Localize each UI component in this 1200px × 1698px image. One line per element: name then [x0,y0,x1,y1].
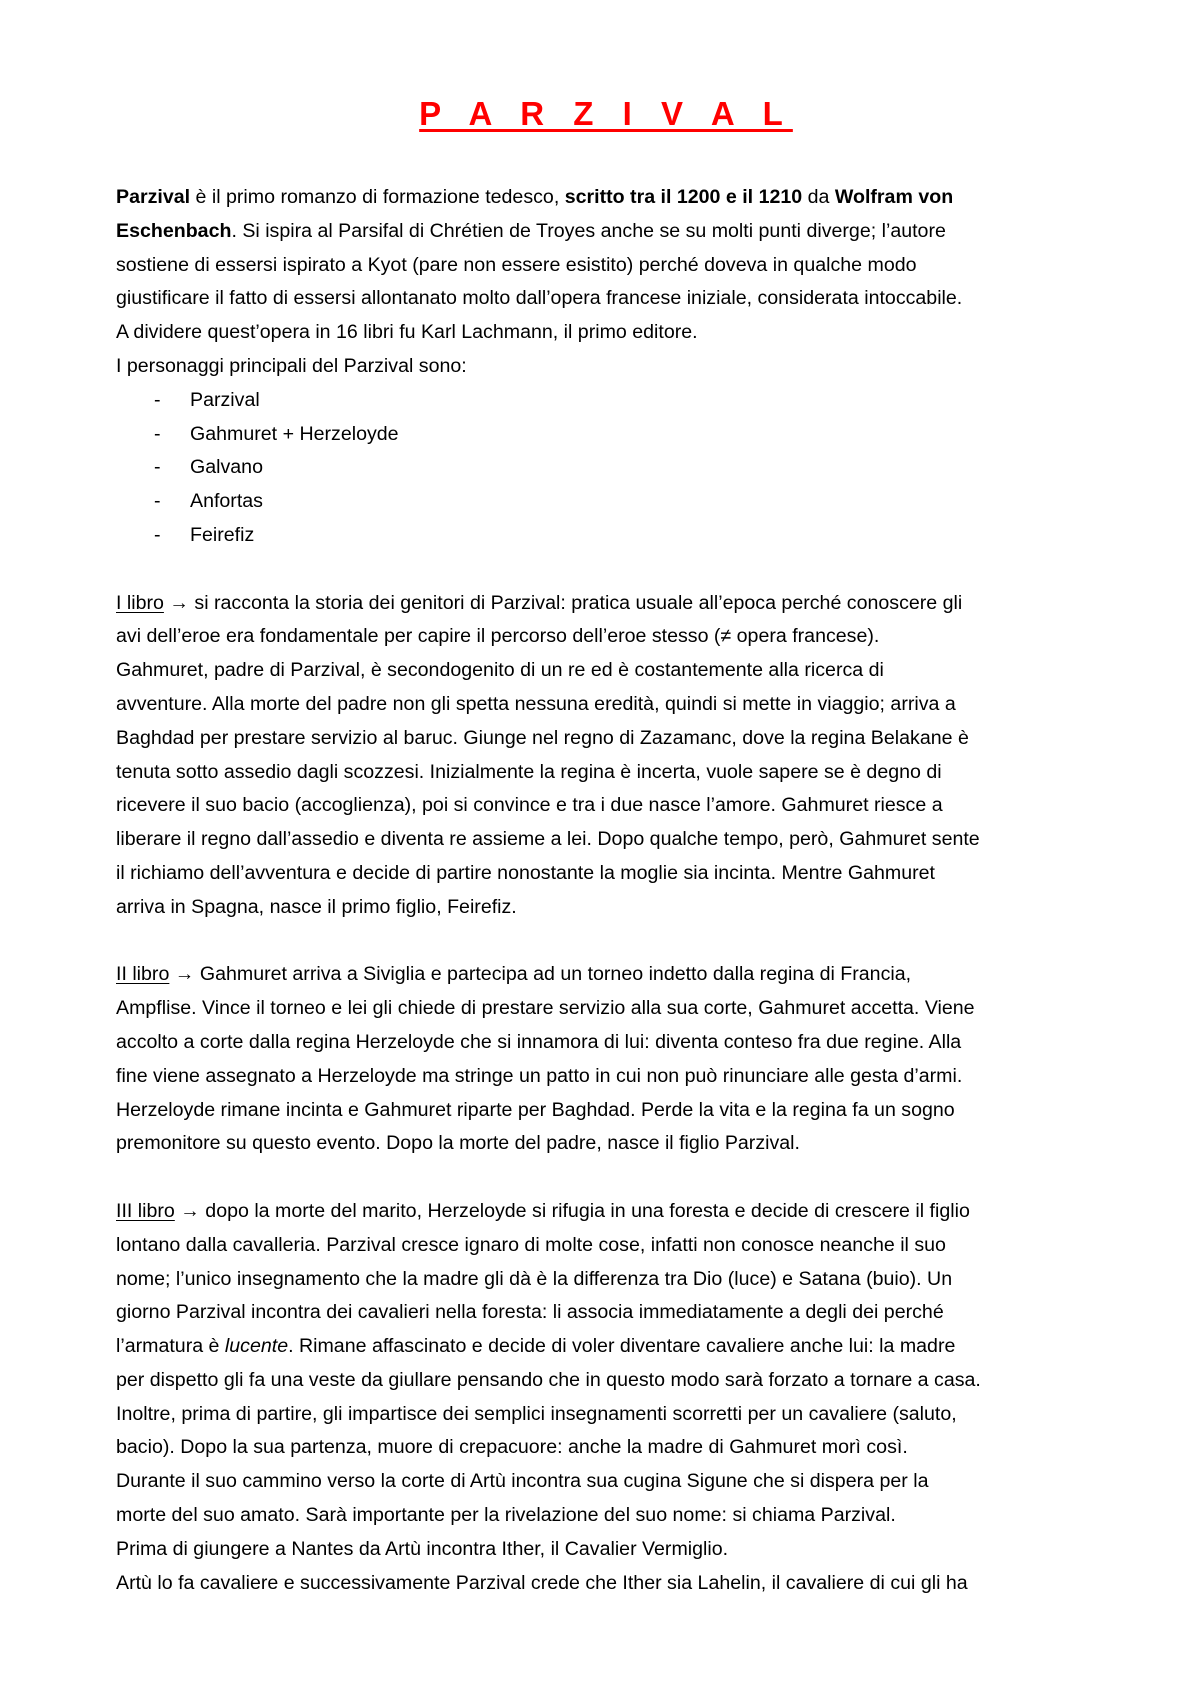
list-item-text: Parzival [190,388,260,411]
book3-line: bacio). Dopo la sua partenza, muore di crepacuore: anche la madre di Gahmuret morì così. [116,1436,908,1459]
document-body [116,181,1096,1600]
list-item [116,418,1096,452]
list-item [116,384,1096,418]
list-item [116,451,1096,485]
book1-line: ricevere il suo bacio (accoglienza), poi si convince e tra i due nasce l’amore. Gahmuret riesce a [116,794,943,817]
book3-line: per dispetto gli fa una veste da giullare pensando che in questo modo sarà forzato a tornare a casa. [116,1368,981,1391]
book3-line-1 [116,1195,1096,1229]
bullet-dash: - [154,456,161,479]
bullet-dash: - [154,422,161,445]
bullet-dash: - [154,490,161,513]
book1-line: avi dell’eroe era fondamentale per capire il percorso dell’eroe stesso (≠ opera francese). [116,625,880,648]
book3-text: l’armatura è [116,1335,225,1358]
book2-line: accolto a corte dalla regina Herzeloyde che si innamora di lui: diventa conteso fra due regine. Alla [116,1030,962,1053]
list-item-text: Feirefiz [190,523,255,546]
arrow-icon: → [174,1199,206,1222]
intro-line-6: I personaggi principali del Parzival sono: [116,354,467,377]
book1-line: Gahmuret, padre di Parzival, è secondogenito di un re ed è costantemente alla ricerca di [116,659,884,682]
book1-line: il richiamo dell’avventura e decide di partire nonostante la moglie sia incinta. Mentre Gahmuret [116,861,936,884]
book1-line: tenuta sotto assedio dagli scozzesi. Inizialmente la regina è incerta, vuole sapere se è degno di [116,760,942,783]
book3-line: Prima di giungere a Nantes da Artù incontra Ither, il Cavalier Vermiglio. [116,1537,729,1560]
arrow-icon: → [169,963,200,986]
book2-label: II libro [116,963,170,986]
book2-line: premonitore su questo evento. Dopo la morte del padre, nasce il figlio Parzival. [116,1132,800,1155]
intro-line-5: A dividere quest’opera in 16 libri fu Karl Lachmann, il primo editore. [116,321,698,344]
paragraph-gap [116,925,1096,959]
paragraph-gap [116,1161,1096,1195]
book1-label: I libro [116,591,164,614]
list-item-text: Gahmuret + Herzeloyde [190,422,399,445]
list-item [116,485,1096,519]
book3-line: lontano dalla cavalleria. Parzival cresce ignaro di molte cose, infatti non conosce neanche il suo [116,1233,946,1256]
intro-line-1 [116,181,1096,215]
list-item-text: Anfortas [190,490,263,513]
bold-parzival: Parzival [116,186,191,208]
book1-line: liberare il regno dall’assedio e diventa re assieme a lei. Dopo qualche tempo, però, Gahmuret sente [116,828,980,851]
book3-line: nome; l’unico insegnamento che la madre gli dà è la differenza tra Dio (luce) e Satana (buio). Un [116,1267,953,1290]
bold-author-surname: Eschenbach [116,219,232,242]
bold-author: Wolfram von [834,186,954,208]
book1-text: si racconta la storia dei genitori di Parzival: pratica usuale all’epoca perché conoscere gli [194,591,963,614]
list-item [116,519,1096,553]
paragraph-gap [116,553,1096,587]
bullet-dash: - [154,388,161,411]
book3-line: Inoltre, prima di partire, gli impartisce dei semplici insegnamenti scorretti per un cavaliere (saluto, [116,1402,957,1425]
book3-line: Durante il suo cammino verso la corte di Artù incontra sua cugina Sigune che si dispera per la [116,1470,929,1493]
book1-line: avventure. Alla morte del padre non gli spetta nessuna eredità, quindi si mette in viaggio; arriva a [116,692,956,715]
book3-text: dopo la morte del marito, Herzeloyde si rifugia in una foresta e decide di crescere il figlio [205,1199,970,1222]
book1-line: arriva in Spagna, nasce il primo figlio, Feirefiz. [116,895,517,918]
book2-text: Gahmuret arriva a Siviglia e partecipa ad un torneo indetto dalla regina di Francia, [199,963,912,986]
book2-line: Ampflise. Vince il torneo e lei gli chiede di prestare servizio alla sua corte, Gahmuret accetta. Viene [116,997,975,1020]
book2-line: fine viene assegnato a Herzeloyde ma stringe un patto in cui non può rinunciare alle gesta d’armi. [116,1064,963,1087]
intro-line-2 [116,215,1096,249]
document-title: P A R Z I V A L [419,95,793,132]
list-item-text: Galvano [190,456,263,479]
italic-lucente: lucente [224,1335,289,1358]
intro-line-4: giustificare il fatto di essersi allontanato molto dall’opera francese iniziale, considerata intoccabile. [116,287,963,310]
book2-line-1 [116,958,1096,992]
bullet-dash: - [154,523,161,546]
book3-text: . Rimane affascinato e decide di voler diventare cavaliere anche lui: la madre [288,1335,956,1358]
book1-line-1 [116,587,1096,621]
intro-text: è il primo romanzo di formazione tedesco, [190,186,565,208]
book3-line: morte del suo amato. Sarà importante per la rivelazione del suo nome: si chiama Parzival. [116,1504,896,1527]
book3-line [116,1330,1096,1364]
intro-text: da [802,186,835,208]
book2-line: Herzeloyde rimane incinta e Gahmuret riparte per Baghdad. Perde la vita e la regina fa un sogno [116,1098,955,1121]
book1-line: Baghdad per prestare servizio al baruc. Giunge nel regno di Zazamanc, dove la regina Belakane è [116,726,969,749]
intro-text: . Si ispira al Parsifal di Chrétien de Troyes anche se su molti punti diverge; l’autore [231,219,946,242]
book3-line: giorno Parzival incontra dei cavalieri nella foresta: li associa immediatamente a degli dei perché [116,1301,944,1324]
intro-line-3: sostiene di essersi ispirato a Kyot (pare non essere esistito) perché doveva in qualche modo [116,253,917,276]
bold-date: scritto tra il 1200 e il 1210 [564,186,803,208]
book3-line: Artù lo fa cavaliere e successivamente Parzival crede che Ither sia Lahelin, il cavaliere di cui gli ha [116,1571,968,1594]
arrow-icon: → [163,591,195,614]
book3-label: III libro [116,1199,175,1222]
